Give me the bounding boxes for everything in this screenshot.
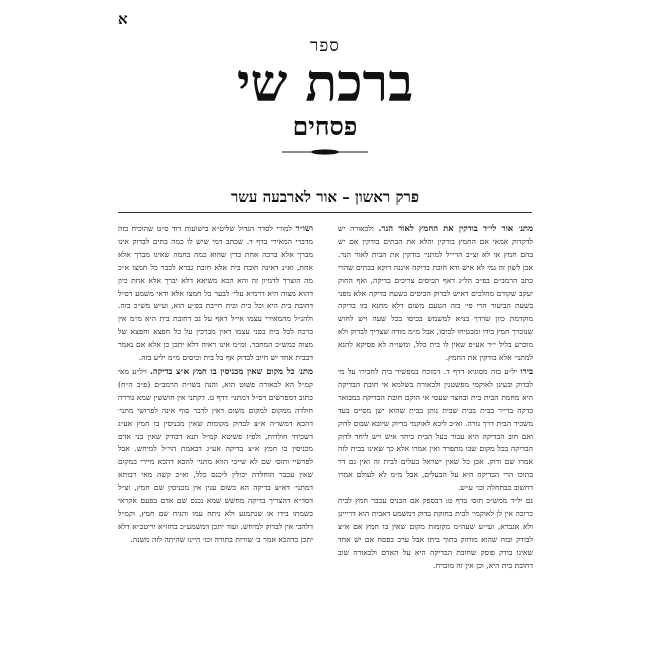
- paragraph-text: יל״ע בזה מסוגיא דדף ד. דמוכח במפשיר בית לחבירו על מי לבדוק ובעינן לאוקמי מפשטנין ולכאורה בשלמא אי חובת הבדיקה היא מחמת הבית בית ובחצר שעסי אי הוקם חובת הבדיקה במבואר בדקה בדייר בבית בבית שבית נותן בבית שהוא ישן מסיים בעד משכיר הבית דרך גזרה. וא״כ ליכא לאוקמי בדיוק שיובא שבוס לדוק ואם חוב הבדיקה היא עבור בעל הבית ביחד איש ויש ליחד לדוק הבדיקה בכל מקום שבו מתפרד ואין אמרו אלא כך שאינו בבית לזה אמרו שם ודוק. אכן כל שאין ישראל בעלים לבית זה ואין גם דר בתוכו הרי הבדיקה היא על הבעלים, אבל מ״מ לא לעולם אמרו דחשוב כבתחלה וכו׳ ע״ש.: [338, 366, 533, 493]
- paragraph-lead: בירו: [520, 365, 533, 376]
- paragraph: [338, 365, 533, 495]
- paragraph-lead: מתנ׳ אור לי״ד בודקין את החמץ לאור הנר.: [378, 223, 533, 233]
- text-column-left: [118, 222, 313, 642]
- paragraph: [338, 495, 533, 572]
- text-column-right: [338, 222, 533, 642]
- paragraph-text: ולכאורה יש לדקדוק אמאי אם החמץ בודקין והלא את הבתים בודקין אם יש בהם חמץ או לא וצ״ב הרי״ל למתני׳ בודקין את הבית לאור הנר. אכן לשון זה נמי לא איש ודא חובת בדיקה איננה דוקא בבתים שהרי כתב הרמב״ם בפ״ב הל״ג דאף הכיסים צריכים בדיקה, ואף החוק יעקב שקודם מהלכים דאיש לבדוק הכיסים בשעת בדיקה אלא מפני בשעת הביעור הרי פי׳ בזה הטעם משום דלא מחנא בזו בדיקה מוקדמת כיון שרדך בנ״א למשמש בכיסו בכל שעה ויש לחוש שנוכרך חמץ בידו ומבטיחו לכיסו, אבל מ״מ מודה שצריך לבדוק ולא מוכרע בליל י״ד אע״פ שאין לו בית כלל, ומשו״ה לא פסיקא להנא למתני׳ אלא בודקין את החמץ.: [338, 224, 533, 363]
- paragraph-lead: מתנ׳ כל מקום שאין מכניסין בו חמץ א״צ בדיקה.: [149, 365, 313, 376]
- paragraph-text: ויל״ע מאי קמ״ל הא לכאורה פשוט הוא, והנה בשו״ת הרמב״ם (פ״ב ה״ח) כתוב דמפרשים דס״ל דמתני׳ דדף ט. דקתני אין חוששין שמא גוררה חולדה ממקום למקום משום דאין לדבר סוף אינה לפרושי מתני׳ דהכא דמשו״ה א״צ לבדוק מקומות שאין מכניסין בו חמץ אע״ג דשכיחי חולדות, ולפ״ז פשיטא קמ״ל תנא דבודק שאין בני אדם מכניסין בו חמץ א״צ בדיקה אע״ג דבאמת הוי״ל למיחש. אבל לפרשיי ותוס׳ שם לא שייכי הווא מתני׳ להכא דהכא מיירי במקום שאין עכבר חוחלדה יכולין ליכנס כלל, וא״כ קשה מאי רבותא דמתני׳ דא״צ בדיקה הא בשום ענין אין מכניסין שם חמץ, וצ״ל דסד״א דהצריך בדיקה מחשש שמא נכנס שם אדם בפעם אקראי כשמתו בידו או שנתמנע ולא ניתח עמו והניח שם חמץ, וקמ״ל דלהכי אין לבדוק למיחש. ועוד יתכן דמשמע״כ בחזו״א וריטב״א דלא יתכן כדהכא אמר ב׳ שורות בתורה וכו׳ היינו שהיתה לזה משנה.: [118, 366, 313, 544]
- ornament-divider-icon: [282, 149, 368, 155]
- paragraph: [338, 222, 533, 365]
- paragraph: [118, 222, 313, 365]
- chapter-rule: [118, 212, 532, 213]
- paragraph: [118, 365, 313, 547]
- book-title: ברכת שי: [236, 53, 414, 114]
- chapter-title: פרק ראשון – אור לארבעה עשר: [230, 188, 420, 206]
- paragraph-lead: ושו״ר: [295, 223, 313, 233]
- book-label: ספר: [310, 36, 340, 56]
- tractate-title: פסחים: [292, 112, 358, 141]
- paragraph-text: למורי לסדר הגדול שליט״א בישועות דוד ס״ט שהוכיח בזה מדברי המאירי בדף ד. שכתב דמי שיש לו כמה בתים לבדוק אינו מברך אלא ברכה אחת כדין שהוא כמה בחמה שאינו מברך אלא אחת, וא״נ דאינה חובת בית אלא חובת גברא לכבר כל חמצו א״כ מה הוצרך לדמיון זה והא הכא משיאא דלא יברך אלא אחת כיון דהוא מצוה היא דרמיא עלי׳ לבער כל חמצו אלא ודאי משמע דס״ל דחובת בית היא וכל כית ובית חייבת בפ״ע הוא, וע״ש מש״כ בזה. ולהנ״ל מהמאירי עצמו אי״ל דאף על גב דחובת בית היא מ״מ אין ברכה לכל בית בפני עצמו דאין מברכין על כל חפצא וחפצא של מצוה כמש״כ המחבר. ומ״מ אינו ראיה דלא יתכן כן אלא אם נאמר דבבית אחד יש חיוב לבדוק אף כל בית וכיסים מ״מ יליע בזה.: [118, 224, 313, 363]
- page-number: א: [118, 10, 128, 28]
- paragraph-text: נם יל״ד ממש״כ תוס׳ בדף ט: דבספק אם הכניס עכבר חמץ לבית כרוכה אין לן לאוקמי׳ לבית בחזקת בדוק דמשמע דאבית הוא דרייינן ולא אגברא, ועי״ע שעה״מ מקומות מקום שאין בו חמץ אם א״צ לבודק ובזה שהוא מוחזק בתוך ביתו אבל ערב בפסח אם יש אחד שאינו בודק פוסק שחובת הבדיקה היא על האדם ולכאורה שוב דחובת בית היא, וכן אין זה מוכרח.: [338, 496, 533, 570]
